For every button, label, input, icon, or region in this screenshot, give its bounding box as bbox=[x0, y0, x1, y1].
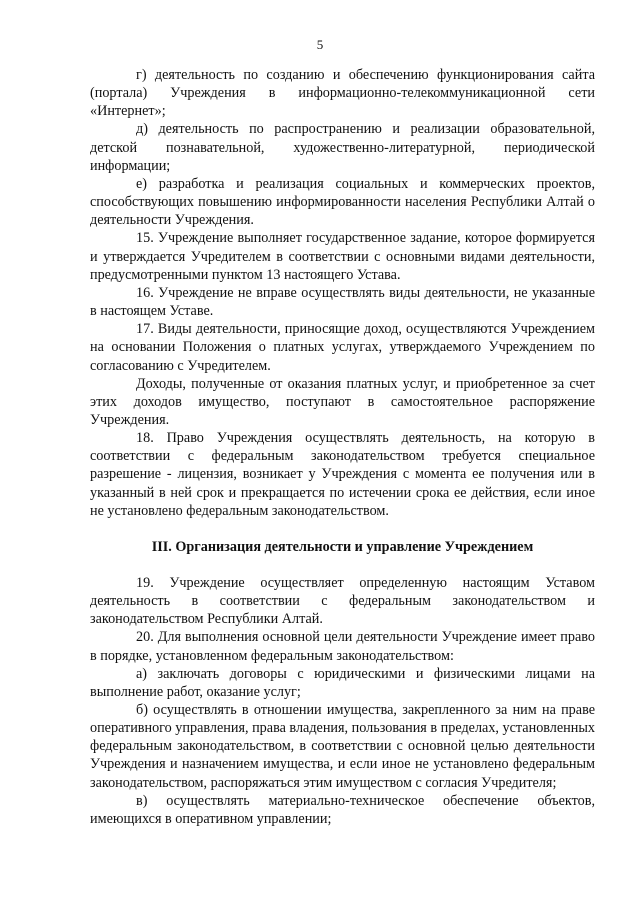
paragraph-clause-16: 16. Учреждение не вправе осуществлять виды деятельности, не указанные в настоящем Уставе. bbox=[90, 284, 595, 320]
paragraph-item-g: г) деятельность по созданию и обеспечению функционирования сайта (портала) Учреждения в информационно-телекоммуникационной сети «Интернет»; bbox=[90, 67, 595, 120]
page-number: 5 bbox=[316, 37, 324, 52]
paragraph-clause-19: 19. Учреждение осуществляет определенную настоящим Уставом деятельность в соответствии с федеральным законодательством и законодательством Республики Алтай. bbox=[90, 574, 595, 628]
document-body bbox=[90, 66, 595, 828]
paragraph-item-e: е) разработка и реализация социальных и коммерческих проектов, способствующих повышению информированности населения Республики Алтай о деятельности Учреждения. bbox=[90, 175, 595, 229]
paragraph-item-v: в) осуществлять материально-техническое обеспечение объектов, имеющихся в оперативном управлении; bbox=[90, 792, 595, 827]
paragraph-income: Доходы, полученные от оказания платных услуг, и приобретенное за счет этих доходов имущество, поступают в самостоятельное распоряжение Учреждения. bbox=[90, 375, 595, 428]
paragraph-clause-15: 15. Учреждение выполняет государственное задание, которое формируется и утверждается Учредителем в соответствии с основными видами деятельности, предусмотренными пунктом 13 настоящего Устава. bbox=[90, 230, 595, 283]
paragraph-item-d: д) деятельность по распространению и реализации образовательной, детской познавательной, художественно-литературной, периодической информации; bbox=[90, 121, 595, 174]
paragraph-item-b: б) осуществлять в отношении имущества, закрепленного за ним на праве оперативного управления, права владения, пользования в пределах, установленных федеральным законодательством, в соответствии с основной целью деятельности Учреждения и назначением имущества, и если иное не установлено федеральным законодательством, распоряжаться этим имуществом с согласия Учредителя; bbox=[90, 702, 595, 791]
section-heading: III. Организация деятельности и управление Учреждением bbox=[151, 538, 534, 555]
paragraph-clause-20: 20. Для выполнения основной цели деятельности Учреждение имеет право в порядке, установленном федеральным законодательством: bbox=[90, 629, 595, 664]
paragraph-item-a: а) заключать договоры с юридическими и физическими лицами на выполнение работ, оказание услуг; bbox=[90, 665, 595, 700]
paragraph-clause-17: 17. Виды деятельности, приносящие доход, осуществляются Учреждением на основании Положения о платных услугах, утверждаемого Учреждением по согласованию с Учредителем. bbox=[90, 321, 595, 374]
paragraph-clause-18: 18. Право Учреждения осуществлять деятельность, на которую в соответствии с федеральным законодательством требуется специальное разрешение - лицензия, возникает у Учреждения с момента ее получения или в указанный в ней срок и прекращается по истечении срока ее действия, если иное не установлено федеральным законодательством. bbox=[90, 430, 595, 519]
